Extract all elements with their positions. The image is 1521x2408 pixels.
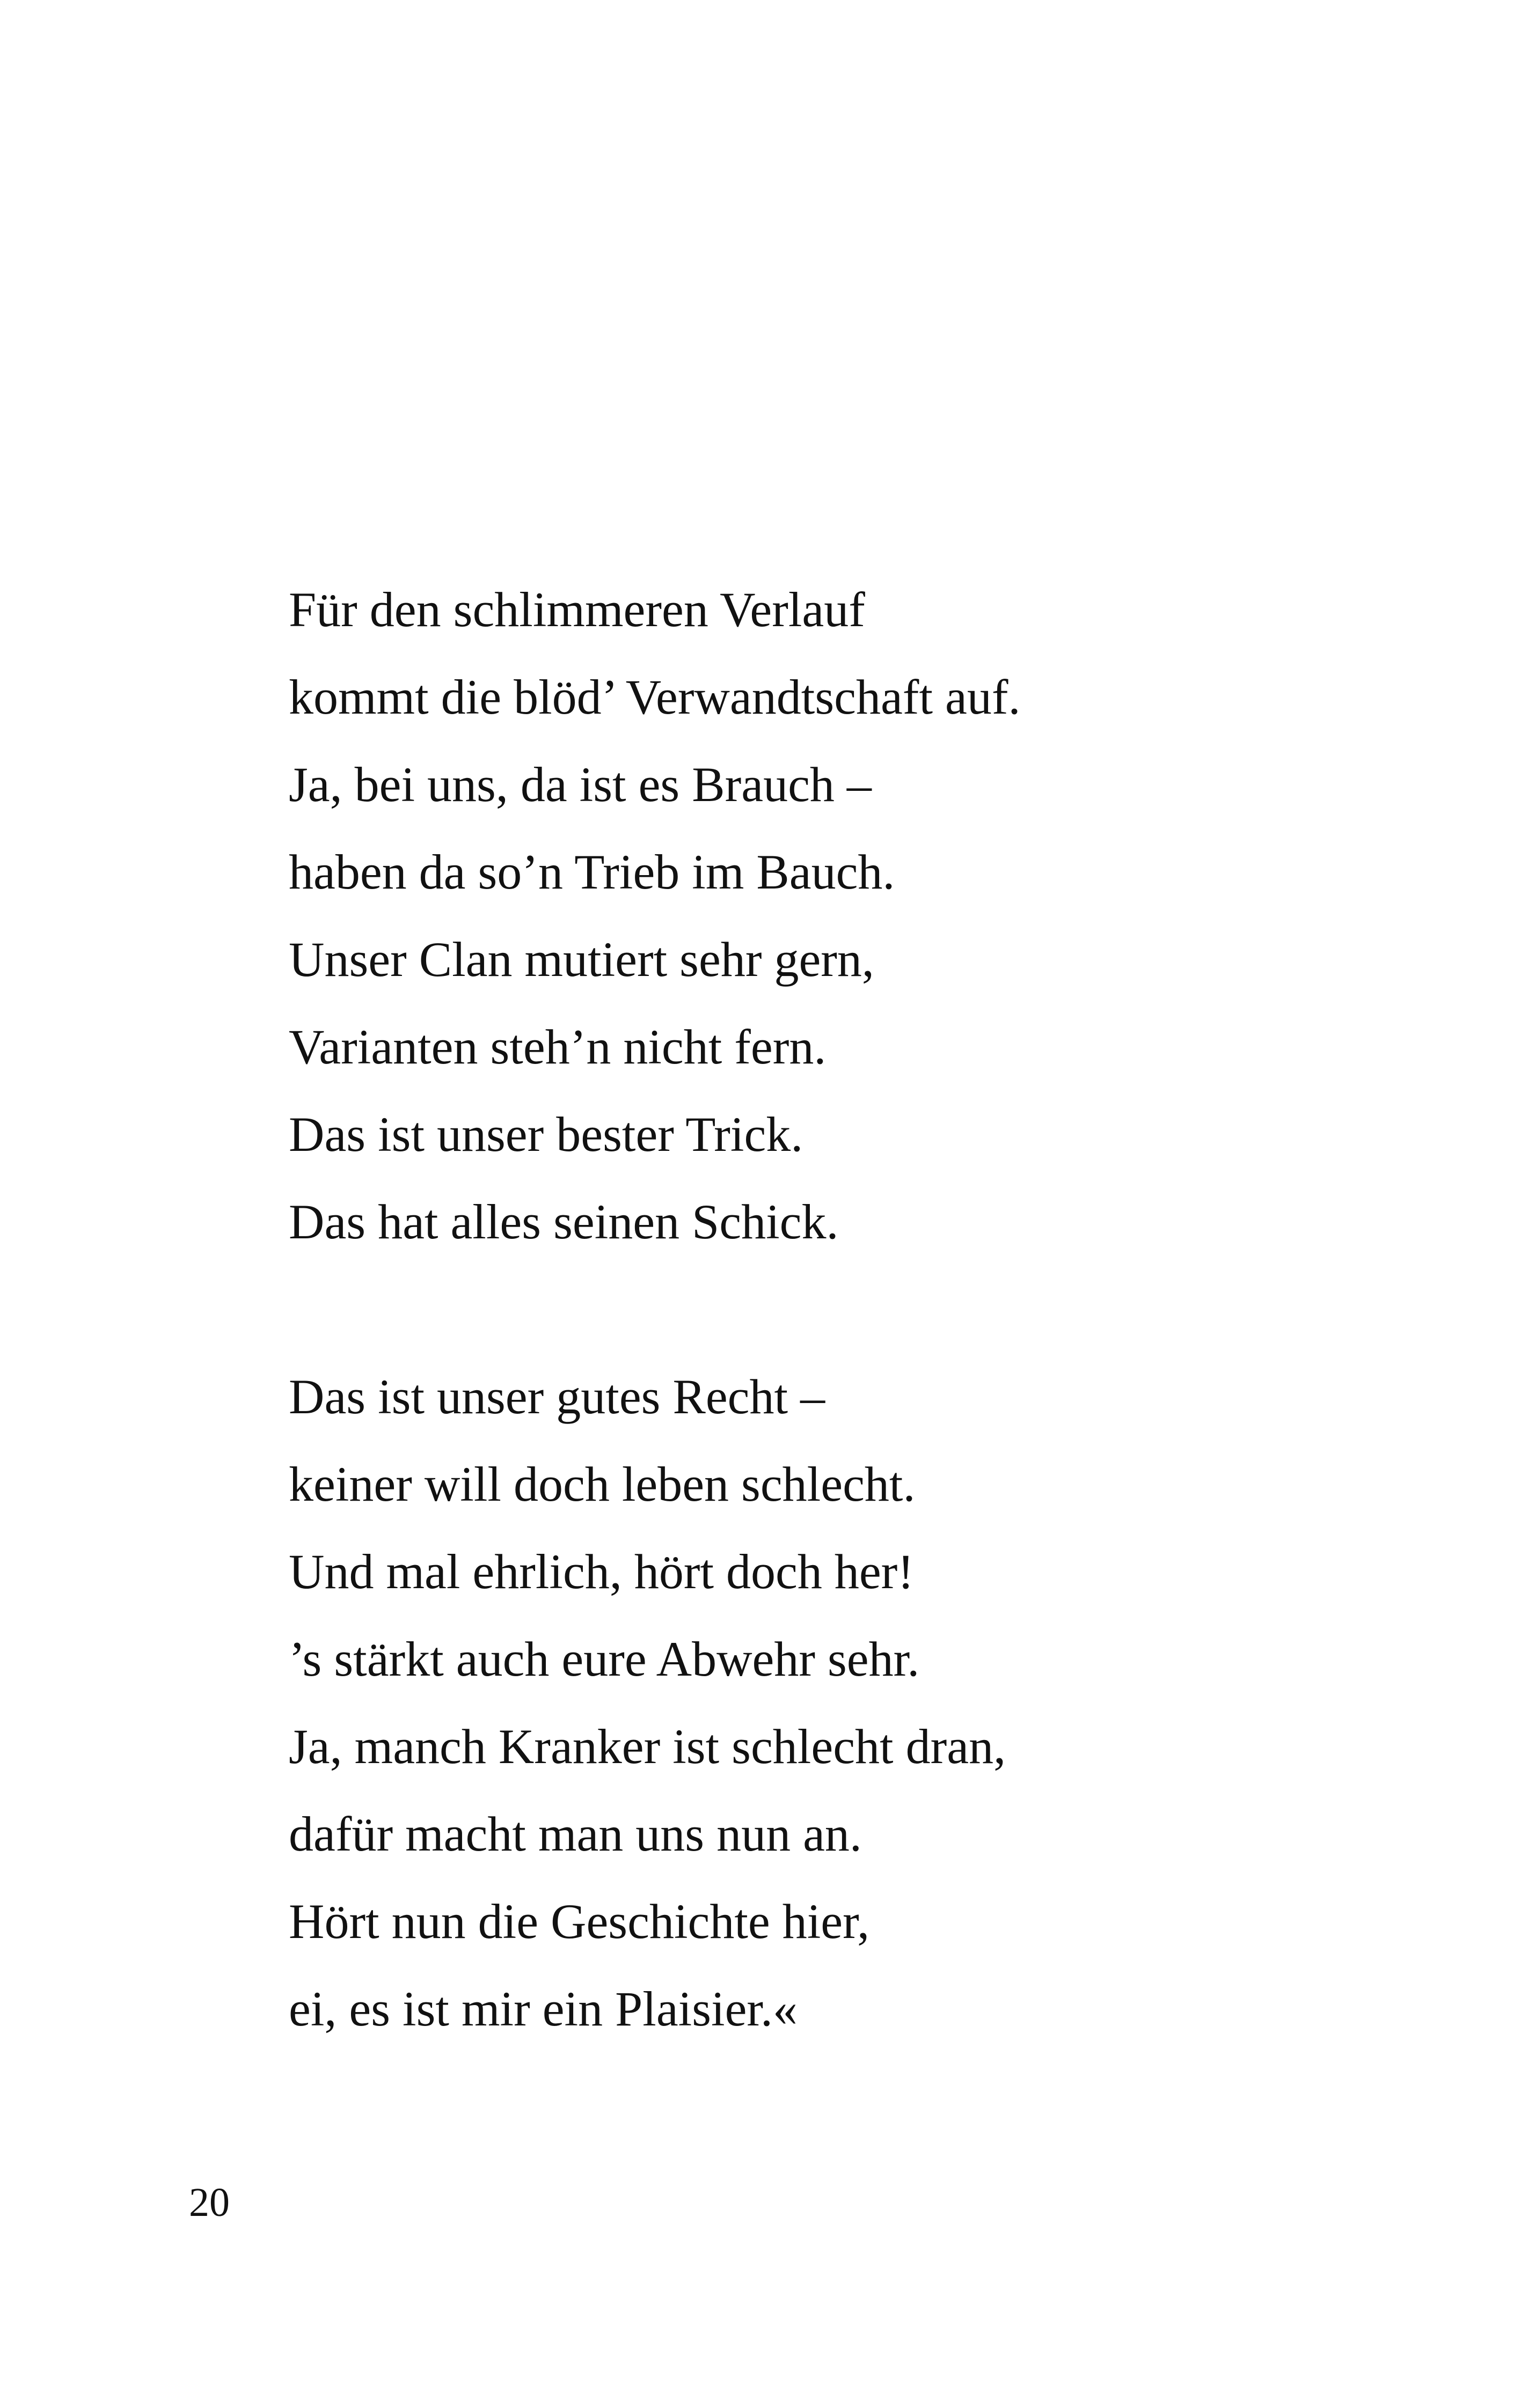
poem-line: Hört nun die Geschichte hier, <box>289 1894 870 1949</box>
poem-line: haben da so’n Trieb im Bauch. <box>289 845 895 899</box>
poem-line: Unser Clan mutiert sehr gern, <box>289 932 874 987</box>
poem-line: ei, es ist mir ein Plaisier.« <box>289 1981 798 2036</box>
poem-line: kommt die blöd’ Verwandtschaft auf. <box>289 670 1021 724</box>
poem-line: keiner will doch leben schlecht. <box>289 1457 916 1511</box>
poem-line: Ja, manch Kranker ist schlecht dran, <box>289 1719 1006 1774</box>
poem <box>289 566 1362 2053</box>
poem-line: Das ist unser gutes Recht – <box>289 1369 825 1424</box>
poem-line: Das ist unser bester Trick. <box>289 1107 803 1162</box>
poem-line: Das hat alles seinen Schick. <box>289 1194 839 1249</box>
poem-line: ’s stärkt auch eure Abwehr sehr. <box>289 1632 920 1686</box>
page-number: 20 <box>189 2180 230 2225</box>
poem-line: Varianten steh’n nicht fern. <box>289 1019 827 1074</box>
stanza-2 <box>289 1353 1362 2053</box>
poem-line: dafür macht man uns nun an. <box>289 1807 862 1861</box>
poem-line: Und mal ehrlich, hört doch her! <box>289 1544 914 1599</box>
poem-line: Für den schlimmeren Verlauf <box>289 582 865 637</box>
poem-line: Ja, bei uns, da ist es Brauch – <box>289 757 872 812</box>
stanza-1 <box>289 566 1362 1266</box>
